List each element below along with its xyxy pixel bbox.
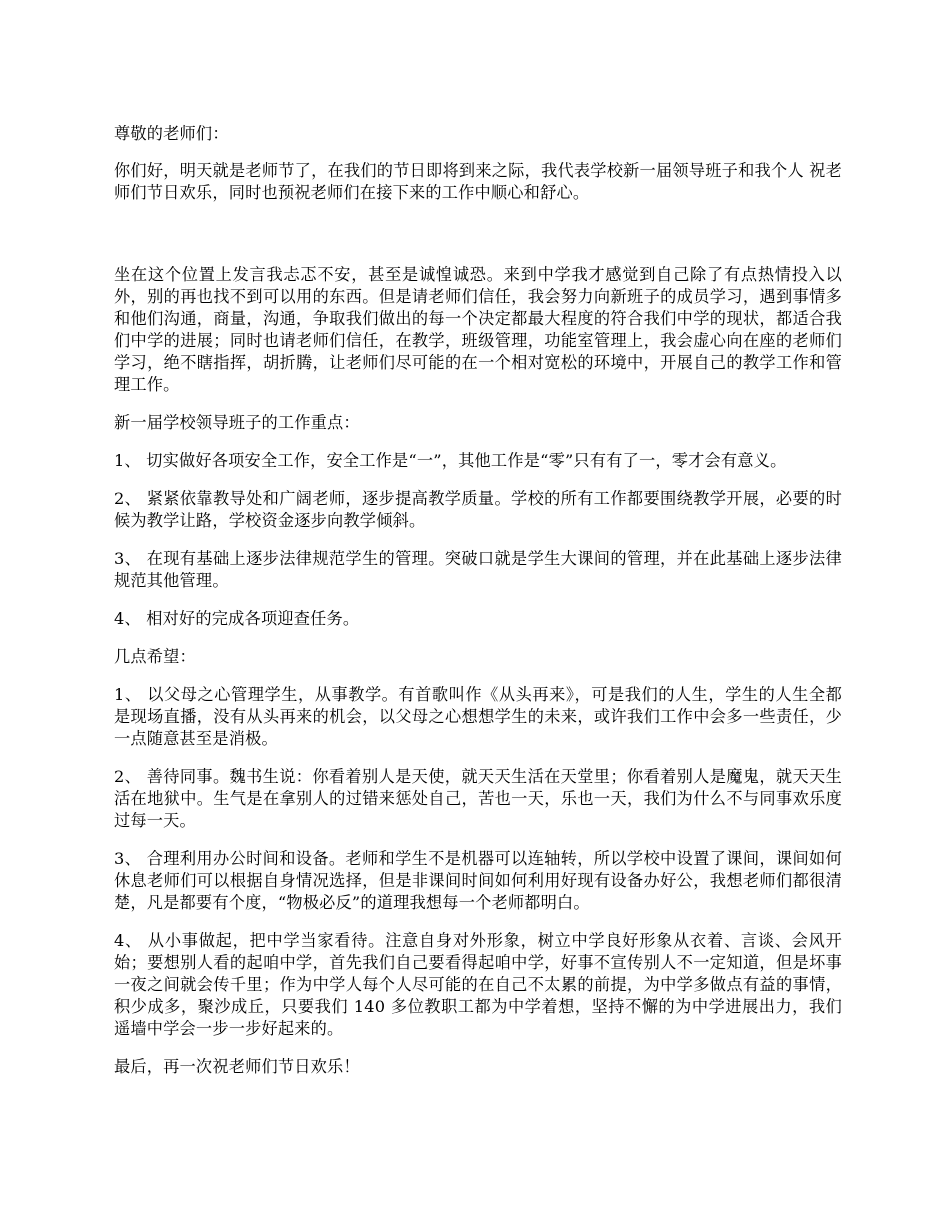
hope-item-2: 2、 善待同事。魏书生说：你看着别人是天使，就天天生活在天堂里；你看着别人是魔鬼，就天天生活在地狱中。生气是在拿别人的过错来惩处自己，苦也一天，乐也一天，我们为什么不与同事欢乐度过每一天。 <box>114 767 842 830</box>
intro-paragraph: 坐在这个位置上发言我忐忑不安，甚至是诚惶诚恐。来到中学我才感觉到自己除了有点热情投入以外，别的再也找不到可以用的东西。但是请老师们信任，我会努力向新班子的成员学习，遇到事情多和他们沟通，商量，沟通，争取我们做出的每一个决定都最大程度的符合我们中学的现状，都适合我们中学的进展；同时也请老师们信任，在教学，班级管理，功能室管理上，我会虚心向在座的老师们学习，绝不瞎指挥，胡折腾，让老师们尽可能的在一个相对宽松的环境中，开展自己的教学工作和管理工作。 <box>114 265 842 394</box>
closing-line: 最后，再一次祝老师们节日欢乐！ <box>114 1057 360 1076</box>
priority-item-4: 4、 相对好的完成各项迎查任务。 <box>114 609 360 628</box>
hope-item-1: 1、 以父母之心管理学生，从事教学。有首歌叫作《从头再来》，可是我们的人生，学生的人生全都是现场直播，没有从头再来的机会，以父母之心想想学生的未来，或许我们工作中会多一些责任，少一点随意甚至是消极。 <box>114 685 842 748</box>
priority-item-3: 3、 在现有基础上逐步法律规范学生的管理。突破口就是学生大课间的管理，并在此基础上逐步法律规范其他管理。 <box>114 549 842 590</box>
greeting-paragraph: 你们好，明天就是老师节了，在我们的节日即将到来之际，我代表学校新一届领导班子和我个人 祝老师们节日欢乐，同时也预祝老师们在接下来的工作中顺心和舒心。 <box>114 161 842 202</box>
priority-item-2: 2、 紧紧依靠教导处和广阔老师，逐步提高教学质量。学校的所有工作都要围绕教学开展，必要的时候为教学让路，学校资金逐步向教学倾斜。 <box>114 489 842 530</box>
priority-item-1: 1、 切实做好各项安全工作，安全工作是“一”，其他工作是“零”只有有了一，零才会有意义。 <box>114 451 787 470</box>
hope-item-4: 4、 从小事做起，把中学当家看待。注意自身对外形象，树立中学良好形象从衣着、言谈、会风开始；要想别人看的起咱中学，首先我们自己要看得起咱中学，好事不宣传别人不一定知道，但是坏事一夜之间就会传千里；作为中学人每个人尽可能的在自己不太累的前提，为中学多做点有益的事情，积少成多，聚沙成丘，只要我们 140 多位教职工都为中学着想，坚持不懈的为中学进展出力，我们遥墙中学会一步一步好起来的。 <box>114 931 842 1038</box>
salutation: 尊敬的老师们： <box>114 124 229 143</box>
document-body <box>114 123 842 1094</box>
priorities-heading: 新一届学校领导班子的工作重点： <box>114 413 360 432</box>
hope-item-3: 3、 合理利用办公时间和设备。老师和学生不是机器可以连轴转，所以学校中设置了课间，课间如何休息老师们可以根据自身情况选择，但是非课间时间如何利用好现有设备办好公，我想老师们都很清楚，凡是都要有个度，“物极必反”的道理我想每一个老师都明白。 <box>114 849 842 912</box>
hopes-heading: 几点希望： <box>114 647 196 666</box>
